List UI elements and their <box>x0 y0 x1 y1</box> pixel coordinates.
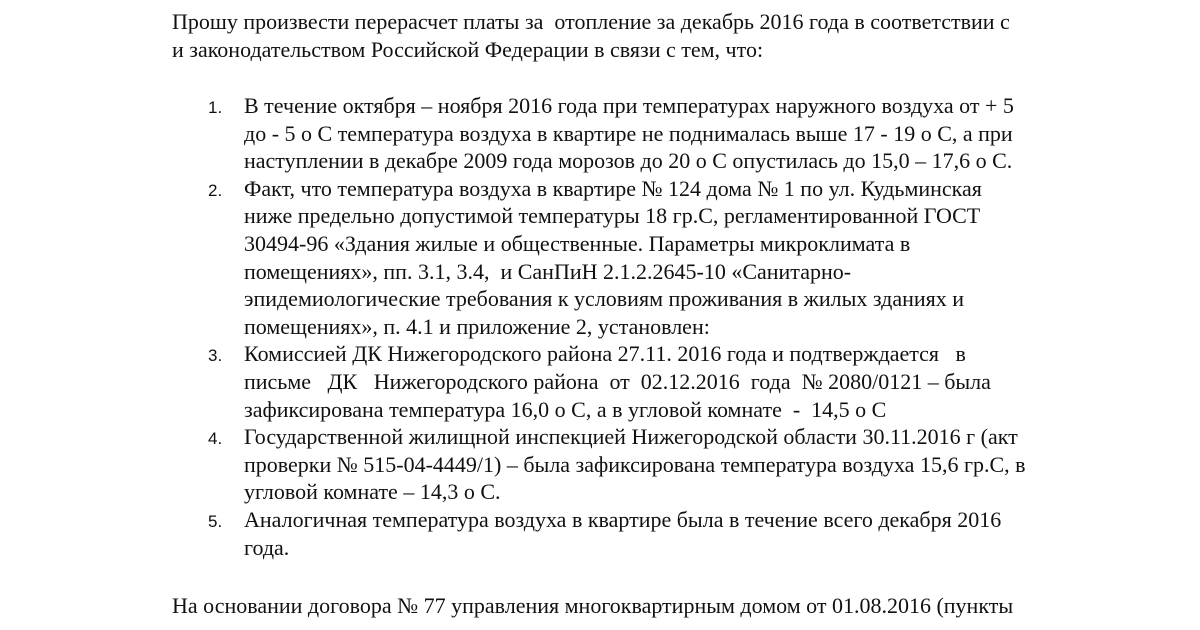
list-item-line: проверки № 515-04-4449/1) – была зафиксирована температура воздуха 15,6 гр.С, в <box>244 451 1026 477</box>
intro-paragraph <box>172 8 1172 63</box>
list-item-number: 4. <box>208 429 223 449</box>
list-item-number: 5. <box>208 511 223 531</box>
list-item-line: помещениях», п. 4.1 и приложение 2, установлен: <box>244 313 710 339</box>
list-item-line: до - 5 о С температура воздуха в квартире не поднималась выше 17 - 19 о С, а при <box>244 120 1013 146</box>
list-item-line: года. <box>244 534 290 560</box>
numbered-list <box>172 92 1026 561</box>
list-item <box>172 92 1026 175</box>
list-item-line: зафиксирована температура 16,0 о С, а в угловой комнате - 14,5 о С <box>244 396 887 422</box>
list-item-line: Комиссией ДК Нижегородского района 27.11. 2016 года и подтверждается в <box>244 341 966 367</box>
list-item <box>172 506 1026 561</box>
list-item-line: 30494-96 «Здания жилые и общественные. Параметры микроклимата в <box>244 230 911 256</box>
list-item-line: помещениях», пп. 3.1, 3.4, и СанПиН 2.1.2.2645-10 «Санитарно- <box>244 258 852 284</box>
intro-line: Прошу произвести перерасчет платы за отопление за декабрь 2016 года в соответствии с <box>172 9 1010 34</box>
list-item-line: Факт, что температура воздуха в квартире № 124 дома № 1 по ул. Кудьминская <box>244 175 982 201</box>
list-item <box>172 175 1026 341</box>
list-item-number: 3. <box>208 346 223 366</box>
list-item-line: письме ДК Нижегородского района от 02.12.2016 года № 2080/0121 – была <box>244 368 991 394</box>
list-item-number: 1. <box>208 98 223 117</box>
list-item-line: В течение октября – ноября 2016 года при температурах наружного воздуха от + 5 <box>244 93 1014 118</box>
outro-line: На основании договора № 77 управления многоквартирным домом от 01.08.2016 (пункты <box>172 593 1014 618</box>
list-item-line: Государственной жилищной инспекцией Нижегородской области 30.11.2016 г (акт <box>244 424 1018 450</box>
list-item-line: угловой комнате – 14,3 о С. <box>244 479 501 505</box>
list-item <box>172 423 1026 506</box>
outro-paragraph <box>172 592 1172 620</box>
list-item-line: ниже предельно допустимой температуры 18 гр.С, регламентированной ГОСТ <box>244 203 981 229</box>
list-item-number: 2. <box>208 180 223 200</box>
intro-line: и законодательством Российской Федерации в связи с тем, что: <box>172 36 764 62</box>
list-item <box>172 340 1026 423</box>
list-item-line: наступлении в декабре 2009 года морозов до 20 о С опустилась до 15,0 – 17,6 о С. <box>244 148 1013 174</box>
list-item-line: Аналогичная температура воздуха в квартире была в течение всего декабря 2016 <box>244 506 1002 532</box>
list-item-line: эпидемиологические требования к условиям проживания в жилых зданиях и <box>244 286 965 312</box>
